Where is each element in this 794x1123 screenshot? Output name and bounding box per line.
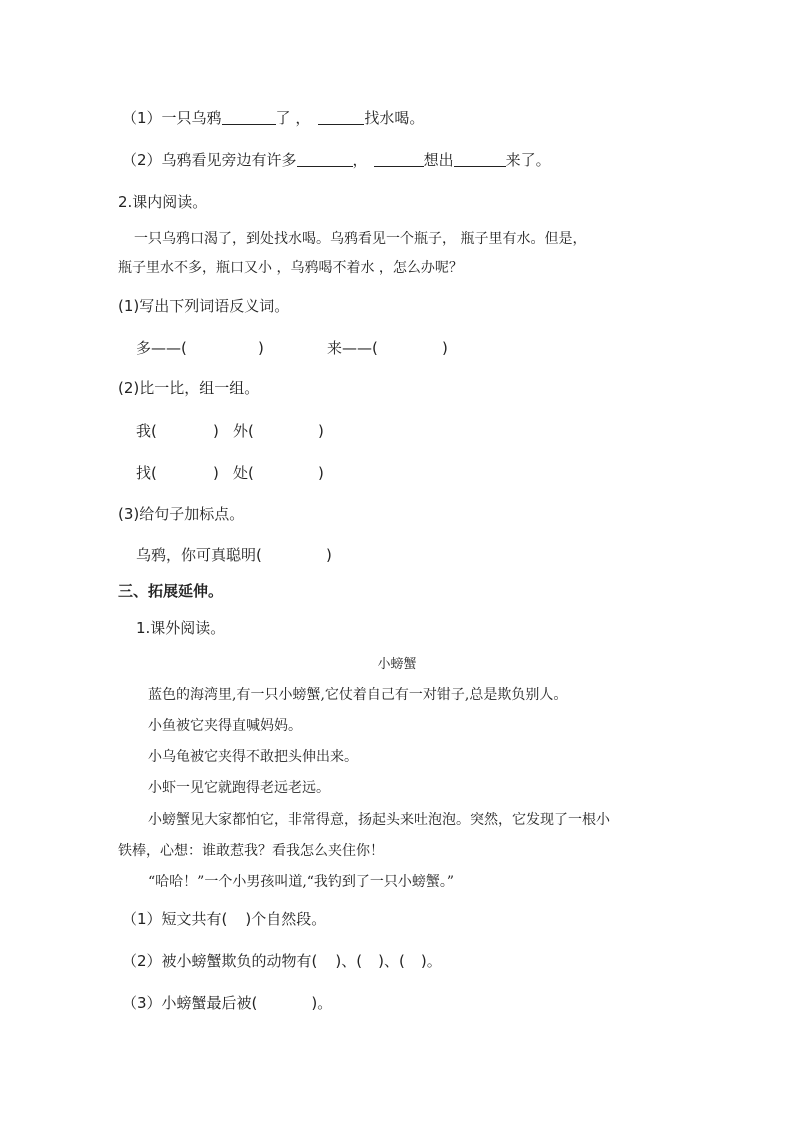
question-1-part-a: （1）一只乌鸦 bbox=[122, 109, 222, 127]
question-2-part-a: （2）乌鸦看见旁边有许多 bbox=[122, 151, 297, 169]
story-question-3 bbox=[122, 993, 332, 1013]
compare-row-1-c2: ) bbox=[213, 422, 219, 440]
story-line-7: “哈哈！”一个小男孩叫道,“我钓到了一只小螃蟹。” bbox=[148, 874, 455, 890]
story-line-4: 小虾一见它就跑得老远老远。 bbox=[148, 780, 330, 796]
compare-row-1-c1: 我( bbox=[136, 422, 157, 440]
section-heading-reading: 2.课内阅读。 bbox=[118, 193, 208, 211]
question-1-part-b: 了 ， bbox=[275, 109, 311, 127]
passage-line-2: 瓶子里水不多，瓶口又小 ，乌鸦喝不着水 ，怎么办呢？ bbox=[118, 260, 463, 276]
answer-blank[interactable] bbox=[318, 110, 364, 125]
story-question-2 bbox=[122, 951, 442, 971]
story-line-1: 蓝色的海湾里,有一只小螃蟹,它仗着自己有一对钳子,总是欺负别人。 bbox=[148, 687, 568, 703]
antonym-left-word: 多——( bbox=[136, 339, 187, 357]
question-2-part-d: 来了。 bbox=[505, 151, 551, 169]
question-2 bbox=[122, 150, 551, 170]
story-question-2-b: )、( bbox=[335, 952, 363, 970]
antonym-left bbox=[136, 338, 187, 358]
story-line-3: 小乌龟被它夹得不敢把头伸出来。 bbox=[148, 749, 358, 765]
punct-prompt: (3)给句子加标点。 bbox=[118, 505, 245, 523]
story-line-6: 铁棒，心想：谁敢惹我？看我怎么夹住你！ bbox=[118, 843, 384, 859]
story-question-2-c: )、( bbox=[378, 952, 405, 970]
compare-row-2-c1: 找( bbox=[136, 464, 157, 482]
story-line-5: 小螃蟹见大家都怕它，非常得意，扬起头来吐泡泡。突然，它发现了一根小 bbox=[148, 812, 610, 828]
antonym-right-close: ) bbox=[442, 339, 448, 357]
story-title: 小螃蟹 bbox=[377, 657, 417, 672]
story-question-2-a: （2）被小螃蟹欺负的动物有( bbox=[122, 952, 318, 970]
compare-row-2-c4: ) bbox=[318, 464, 324, 482]
compare-row-1-c3: 外( bbox=[233, 422, 254, 440]
story-question-3-a: （3）小螃蟹最后被( bbox=[122, 994, 258, 1012]
story-question-3-b: )。 bbox=[311, 994, 333, 1012]
punct-close: ) bbox=[326, 546, 332, 564]
answer-blank[interactable] bbox=[374, 152, 424, 167]
question-1 bbox=[122, 108, 424, 128]
compare-row-2-c3: 处( bbox=[233, 464, 254, 482]
compare-row-1-c4: ) bbox=[318, 422, 324, 440]
passage-line-1: 一只乌鸦口渴了，到处找水喝。乌鸦看见一个瓶子， 瓶子里有水。但是， bbox=[134, 231, 587, 247]
compare-row-2-c2: ) bbox=[213, 464, 219, 482]
story-question-2-d: )。 bbox=[420, 952, 442, 970]
antonym-prompt: (1)写出下列词语反义词。 bbox=[118, 297, 290, 315]
question-1-part-c: 找水喝。 bbox=[364, 109, 425, 127]
answer-blank[interactable] bbox=[454, 152, 506, 167]
story-question-1-b: )个自然段。 bbox=[245, 910, 327, 928]
question-2-part-b: ， bbox=[352, 151, 368, 169]
story-question-1-a: （1）短文共有( bbox=[122, 910, 228, 928]
compare-prompt: (2)比一比，组一组。 bbox=[118, 379, 260, 397]
sub-heading-reading: 1.课外阅读。 bbox=[136, 619, 226, 637]
question-2-part-c: 想出 bbox=[423, 151, 454, 169]
answer-blank[interactable] bbox=[222, 110, 276, 125]
story-line-2: 小鱼被它夹得直喊妈妈。 bbox=[148, 718, 302, 734]
antonym-right: 来——( bbox=[327, 339, 378, 357]
answer-blank[interactable] bbox=[297, 152, 353, 167]
section-heading-extension: 三、拓展延伸。 bbox=[118, 582, 224, 600]
story-question-1 bbox=[122, 909, 326, 929]
punct-sentence: 乌鸦，你可真聪明( bbox=[136, 546, 262, 564]
antonym-left-close: ) bbox=[258, 339, 264, 357]
